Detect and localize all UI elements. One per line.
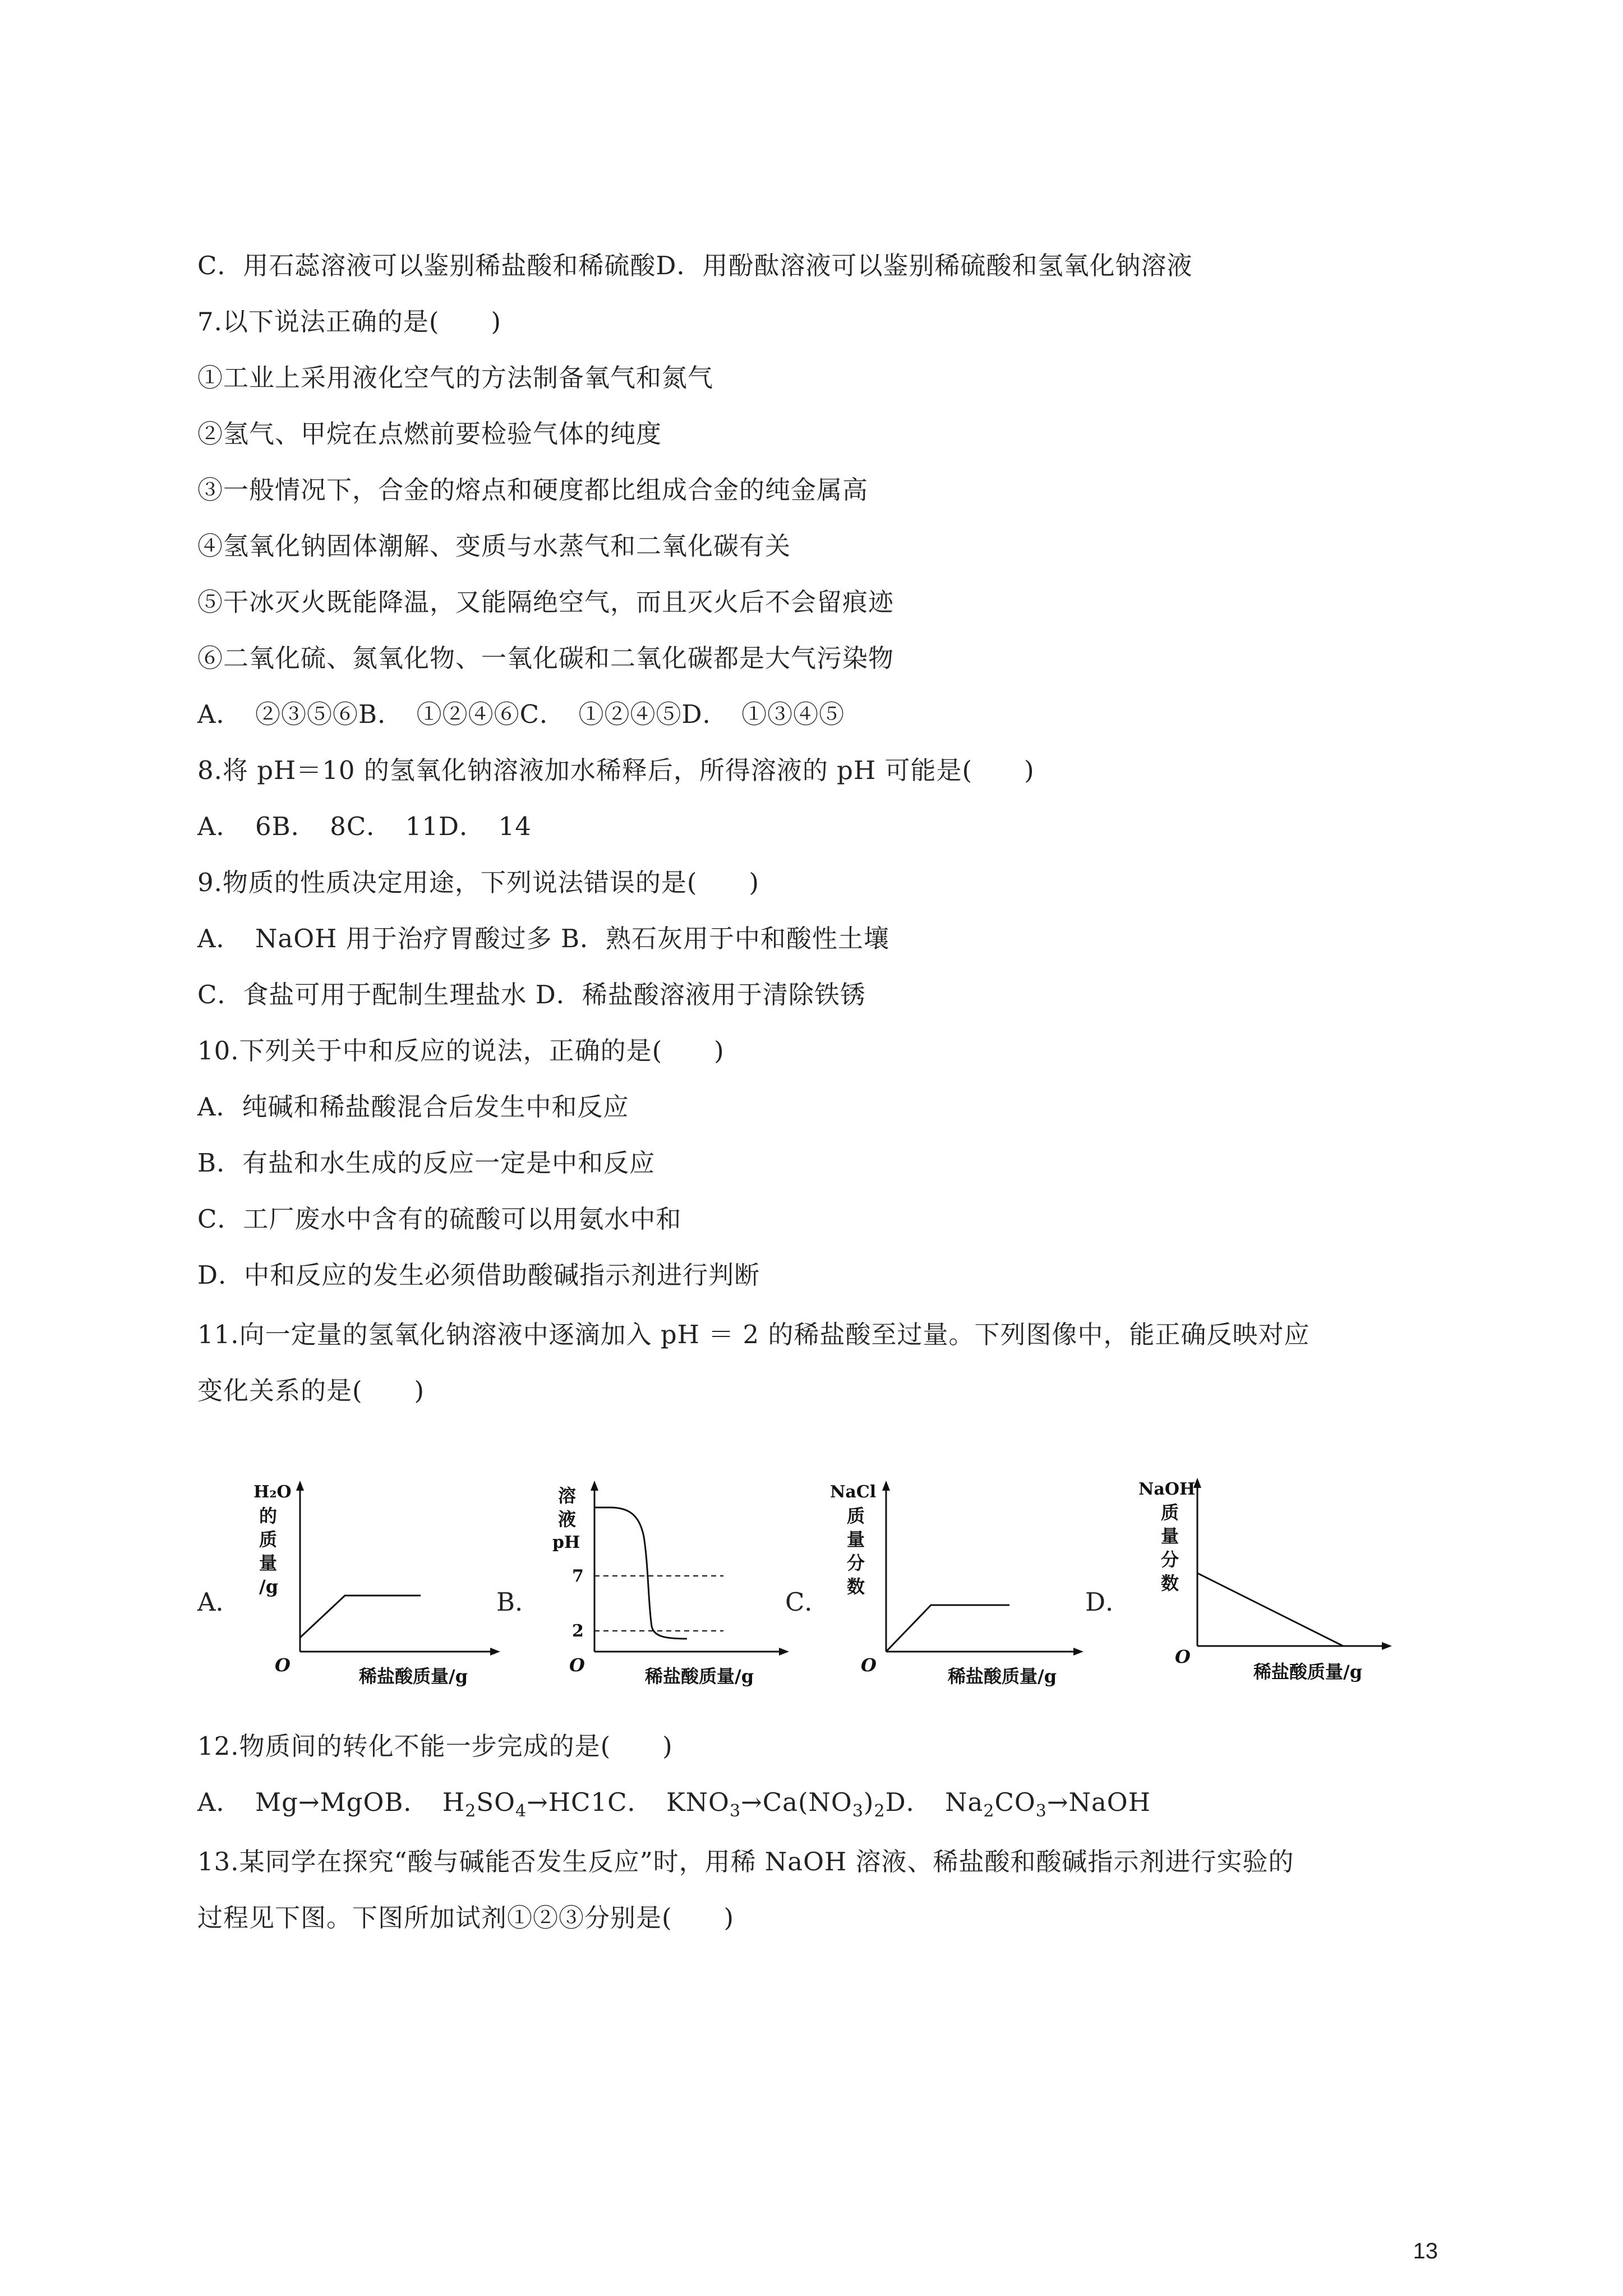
q10-option-a: A．纯碱和稀盐酸混合后发生中和反应 (197, 1092, 629, 1122)
graph-c-ylabel-0: NaCl (830, 1482, 877, 1502)
graph-c-ylabel-3: 分 (847, 1552, 865, 1574)
q12-sub-4: 4 (515, 1801, 527, 1821)
graph-a-x-arrow (490, 1648, 500, 1656)
graph-c-x-arrow (1073, 1648, 1083, 1656)
graph-b (544, 1475, 791, 1711)
graph-b-origin: O (569, 1654, 585, 1676)
graph-a-ylabel-0: H₂O (253, 1482, 292, 1502)
q12-options (197, 1786, 1151, 1828)
graph-b-y-arrow (591, 1481, 598, 1491)
graph-d-origin: O (1175, 1646, 1191, 1667)
page-number: 13 (1413, 2239, 1438, 2263)
q7-stem: 7.以下说法正确的是( ) (197, 307, 502, 336)
q7-options: A． ②③⑤⑥B． ①②④⑥C． ①②④⑤D． ①③④⑤ (197, 699, 845, 729)
graph-b-ylabel-0: 溶 (558, 1485, 577, 1506)
q10-stem: 10.下列关于中和反应的说法，正确的是( ) (197, 1036, 725, 1066)
graph-a-ylabel-2: 质 (259, 1529, 278, 1550)
q13-stem-line2: 过程见下图。下图所加试剂①②③分别是( ) (197, 1903, 735, 1933)
q12-stem: 12.物质间的转化不能一步完成的是( ) (197, 1731, 673, 1761)
graph-label-d: D． (1085, 1587, 1131, 1617)
q7-statement-1: ①工业上采用液化空气的方法制备氧气和氮气 (197, 363, 714, 393)
q10-option-d: D．中和反应的发生必须借助酸碱指示剂进行判断 (197, 1260, 760, 1290)
graph-d-ylabel-1: 质 (1161, 1502, 1179, 1523)
q12-sub-3b: 3 (852, 1801, 864, 1821)
q12-sub-2c: 2 (983, 1801, 995, 1821)
q7-statement-4: ④氢氧化钠固体潮解、变质与水蒸气和二氧化碳有关 (197, 531, 791, 561)
graph-d-ylabel-4: 数 (1161, 1573, 1179, 1594)
q11-stem-line2: 变化关系的是( ) (197, 1376, 425, 1405)
graph-d-ylabel-3: 分 (1161, 1549, 1179, 1570)
q7-statement-6: ⑥二氧化硫、氮氧化物、一氧化碳和二氧化碳都是大气污染物 (197, 643, 895, 673)
q12-opt-a: A． Mg→MgOB． H (197, 1787, 465, 1817)
graph-b-tick-7: 7 (572, 1566, 584, 1586)
q12-sub-3c: 3 (1035, 1801, 1047, 1821)
graph-a-origin: O (275, 1654, 291, 1676)
graph-b-ylabel-1: 液 (558, 1509, 577, 1530)
q7-statement-5: ⑤干冰灭火既能降温，又能隔绝空气，而且灭火后不会留痕迹 (197, 587, 895, 617)
graph-b-curve (594, 1507, 687, 1639)
q9-options-cd: C．食盐可用于配制生理盐水 D．稀盐酸溶液用于清除铁锈 (197, 980, 866, 1009)
graph-c-origin: O (861, 1654, 877, 1676)
q12-opt-c: →HC1C． KNO (527, 1787, 730, 1817)
q10-option-b: B．有盐和水生成的反应一定是中和反应 (197, 1148, 656, 1178)
graph-a-ylabel-3: 量 (259, 1552, 278, 1574)
q6-options-cd: C．用石蕊溶液可以鉴别稀盐酸和稀硫酸D．用酚酞溶液可以鉴别稀硫酸和氢氧化钠溶液 (197, 251, 1193, 280)
graph-label-a: A． (197, 1587, 241, 1617)
q13-stem-line1: 13.某同学在探究“酸与碱能否发生反应”时，用稀 NaOH 溶液、稀盐酸和酸碱指示剂进行实验的 (197, 1847, 1294, 1877)
graph-a (247, 1475, 505, 1711)
graph-c-ylabel-4: 数 (847, 1576, 865, 1597)
q12-opt-d: D． Na (885, 1787, 984, 1817)
graph-b-xlabel: 稀盐酸质量/g (645, 1666, 754, 1687)
graph-d-curve (1197, 1573, 1343, 1646)
graph-a-ylabel-4: /g (259, 1576, 279, 1597)
q11-stem-line1: 11.向一定量的氢氧化钠溶液中逐滴加入 pH ＝ 2 的稀盐酸至过量。下列图像中，能正确反映对应 (197, 1320, 1310, 1349)
q7-statement-2: ②氢气、甲烷在点燃前要检验气体的纯度 (197, 419, 662, 449)
graph-c-curve (886, 1605, 1009, 1652)
graph-a-xlabel: 稀盐酸质量/g (359, 1666, 468, 1687)
graph-c-ylabel-1: 质 (847, 1505, 865, 1527)
graph-d-ylabel-0: NaOH (1138, 1479, 1196, 1499)
q8-stem: 8.将 pH＝10 的氢氧化钠溶液加水稀释后，所得溶液的 pH 可能是( ) (197, 755, 1035, 785)
graph-b-x-arrow (779, 1648, 789, 1656)
q12-sub-2a: 2 (465, 1801, 477, 1821)
graph-d-ylabel-2: 量 (1161, 1525, 1179, 1547)
q12-co: CO (994, 1787, 1036, 1817)
graph-c (830, 1475, 1088, 1711)
q12-so: SO (476, 1787, 516, 1817)
q12-ca: →Ca(NO (741, 1787, 852, 1817)
graph-b-tick-2: 2 (572, 1621, 584, 1641)
graph-a-y-arrow (296, 1481, 304, 1491)
q12-sub-2b: 2 (874, 1801, 886, 1821)
graph-b-ylabel-2: pH (552, 1533, 580, 1552)
graph-d-x-arrow (1382, 1642, 1392, 1650)
graph-label-b: B． (496, 1587, 541, 1617)
q12-paren: ) (863, 1787, 874, 1817)
graph-c-y-arrow (882, 1481, 890, 1491)
q9-options-ab: A． NaOH 用于治疗胃酸过多 B．熟石灰用于中和酸性土壤 (197, 924, 890, 953)
graph-a-curve (300, 1596, 421, 1638)
q8-options: A． 6B． 8C． 11D． 14 (197, 812, 532, 841)
graph-d-xlabel: 稀盐酸质量/g (1253, 1661, 1363, 1682)
q10-option-c: C．工厂废水中含有的硫酸可以用氨水中和 (197, 1204, 682, 1234)
graph-d (1127, 1469, 1396, 1711)
q7-statement-3: ③一般情况下，合金的熔点和硬度都比组成合金的纯金属高 (197, 475, 869, 505)
graph-c-xlabel: 稀盐酸质量/g (948, 1666, 1057, 1687)
q12-naoh: →NaOH (1046, 1787, 1151, 1817)
graph-a-ylabel-1: 的 (259, 1505, 278, 1527)
graph-label-c: C． (785, 1587, 830, 1617)
graph-c-ylabel-2: 量 (847, 1529, 865, 1550)
q9-stem: 9.物质的性质决定用途，下列说法错误的是( ) (197, 868, 760, 897)
q12-sub-3a: 3 (729, 1801, 741, 1821)
